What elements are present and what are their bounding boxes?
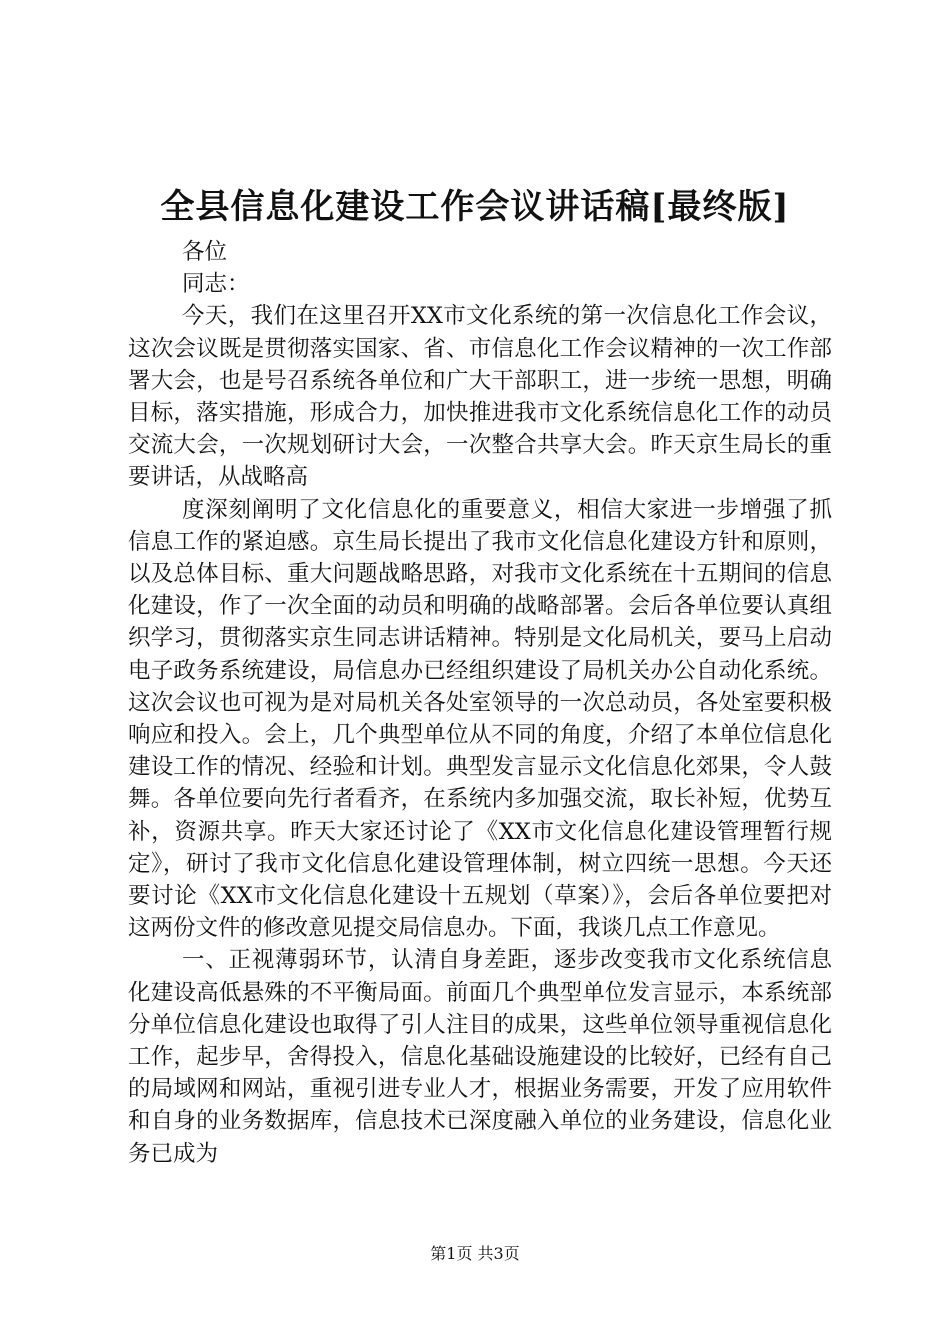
greeting-line: 同志： xyxy=(182,271,250,298)
greeting-line: 各位 xyxy=(182,239,228,265)
body-paragraph: 一、正视薄弱环节，认清自身差距，逐步改变我市文化系统信息化建设高低悬殊的不平衡局面。前面几个典型单位发言显示，本系统部分单位信息化建设也取得了引人注目的成果，这些单位领导重视信息化工作，起步早，舍得投入，信息化基础设施建设的比较好，已经有自己的局域网和网站，重视引进专业人才，根据业务需要，开发了应用软件和自身的业务数据库，信息技术已深度融入单位的业务建设，信息化业务已成为 xyxy=(128,947,832,1167)
document-title: 全县信息化建设工作会议讲话稿[最终版] xyxy=(160,187,790,227)
page-number-footer: 第1页 共3页 xyxy=(430,1244,520,1263)
body-paragraph: 今天，我们在这里召开XX市文化系统的第一次信息化工作会议，这次会议既是贯彻落实国家、省、市信息化工作会议精神的一次工作部署大会，也是号召系统各单位和广大干部职工，进一步统一思想，明确目标，落实措施，形成合力，加快推进我市文化系统信息化工作的动员交流大会，一次规划研讨大会，一次整合共享大会。昨天京生局长的重要讲话，从战略高 xyxy=(128,303,832,491)
body-paragraph: 度深刻阐明了文化信息化的重要意义，相信大家进一步增强了抓信息工作的紧迫感。京生局长提出了我市文化信息化建设方针和原则，以及总体目标、重大问题战略思路，对我市文化系统在十五期间的信息化建设，作了一次全面的动员和明确的战略部署。会后各单位要认真组织学习，贯彻落实京生同志讲话精神。特别是文化局机关，要马上启动电子政务系统建设，局信息办已经组织建设了局机关办公自动化系统。这次会议也可视为是对局机关各处室领导的一次总动员，各处室要积极响应和投入。会上，几个典型单位从不同的角度，介绍了本单位信息化建设工作的情况、经验和计划。典型发言显示文化信息化郊果，令人鼓舞。各单位要向先行者看齐，在系统内多加强交流，取长补短，优势互补，资源共享。昨天大家还讨论了《XX市文化信息化建设管理暂行规定》，研讨了我市文化信息化建设管理体制，树立四统一思想。今天还要讨论《XX市文化信息化建设十五规划（草案）》，会后各单位要把对这两份文件的修改意见提交局信息办。下面，我谈几点工作意见。 xyxy=(128,496,832,942)
document-body xyxy=(128,236,832,1170)
